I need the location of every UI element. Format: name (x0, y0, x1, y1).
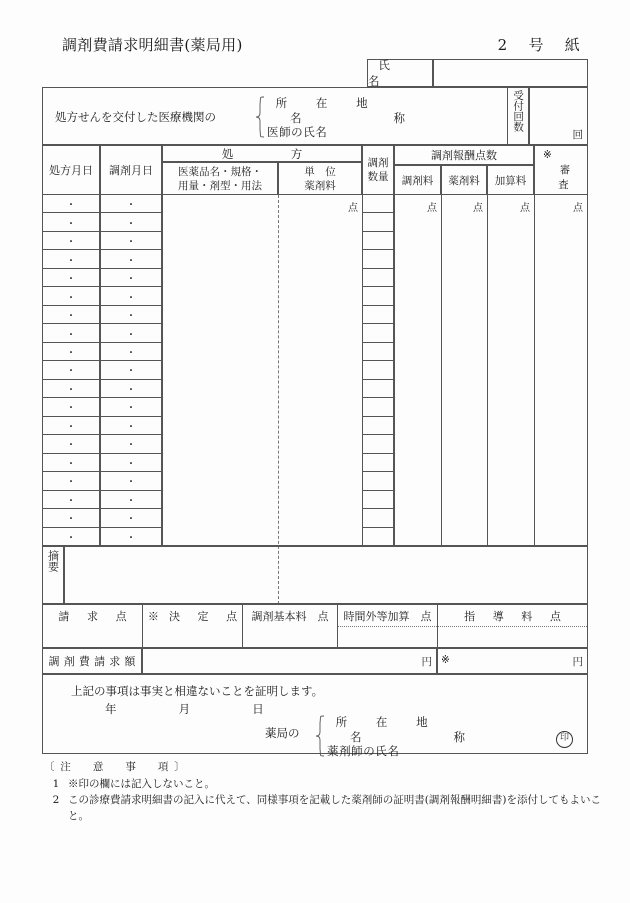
quantity-cell[interactable] (362, 380, 394, 398)
table-row[interactable]: ・ (100, 398, 162, 416)
column-header-prescription-date-text: 処方月日 (49, 164, 93, 177)
note-text: ※印の欄には記入しないこと。 (68, 777, 215, 790)
total-amount-label (42, 648, 142, 674)
quantity-cell[interactable] (362, 232, 394, 250)
table-row[interactable]: ・ (42, 454, 100, 472)
fee-cell-claim-points[interactable] (42, 604, 142, 648)
table-row[interactable]: ・ (100, 324, 162, 342)
review-kome-icon: ※ (543, 148, 552, 161)
after-hours-dotted-rule (338, 626, 437, 627)
table-row[interactable]: ・ (100, 232, 162, 250)
column-header-unit-drug-fee (278, 162, 362, 195)
certification-statement: 上記の事項は事実と相違ないことを証明します。 (71, 684, 324, 698)
quantity-cell[interactable] (362, 528, 394, 546)
table-row[interactable]: ・ (42, 250, 100, 268)
table-row[interactable]: ・ (42, 213, 100, 231)
table-row[interactable]: ・ (100, 269, 162, 287)
quantity-cell[interactable] (362, 306, 394, 324)
institution-address-label: 所 在 地 (275, 96, 377, 110)
table-row[interactable]: ・ (42, 398, 100, 416)
remarks-label (42, 546, 64, 604)
pharmacy-address-label: 所 在 地 (335, 715, 437, 729)
fee-cell-guidance-fee-label: 指 導 料 点 (464, 610, 565, 623)
table-row[interactable]: ・ (42, 380, 100, 398)
table-row[interactable]: ・ (100, 491, 162, 509)
table-row[interactable]: ・ (42, 472, 100, 490)
issuing-institution-prefix: 処方せんを交付した医療機関の (55, 110, 216, 124)
pharmacy-pharmacist-label: 薬剤師の氏名 (327, 744, 400, 758)
reception-count-label-text: 受付回数 (512, 90, 525, 132)
quantity-cell[interactable] (362, 324, 394, 342)
fee-cell-base-dispensing-label: 調剤基本料 点 (251, 610, 329, 623)
quantity-cell[interactable] (362, 287, 394, 305)
column-header-reward-points-text: 調剤報酬点数 (431, 149, 497, 162)
quantity-cell[interactable] (362, 472, 394, 490)
column-header-drug-fee-text: 薬剤料 (448, 174, 480, 187)
reception-count-label (507, 87, 529, 145)
seal-stamp-icon: 印 (556, 731, 573, 748)
certification-date-line[interactable] (105, 701, 289, 717)
note-item (44, 777, 604, 793)
reception-count-unit: 回 (572, 129, 583, 141)
column-header-dispensing-date-text: 調剤月日 (109, 164, 153, 177)
institution-doctor-label: 医師の氏名 (267, 125, 328, 139)
table-row[interactable]: ・ (42, 435, 100, 453)
table-row[interactable]: ・ (42, 509, 100, 527)
column-header-prescription-date (42, 145, 100, 195)
table-row[interactable]: ・ (42, 306, 100, 324)
column-header-unit-line2: 薬剤料 (304, 179, 336, 192)
column-header-drug-detail-line2: 用量・剤型・用法 (178, 179, 262, 192)
patient-name-label-text: 氏 名 (368, 58, 423, 88)
table-row[interactable]: ・ (100, 454, 162, 472)
notes-title: 〔注 意 事 項〕 (44, 761, 191, 773)
table-row[interactable]: ・ (42, 528, 100, 546)
patient-name-label (367, 59, 433, 87)
remarks-label-text: 摘要 (46, 550, 60, 572)
pharmacy-field-labels (327, 715, 488, 759)
column-header-prescription-group-text: 処 方 (221, 146, 303, 161)
table-row[interactable]: ・ (42, 343, 100, 361)
page-title: 調剤費請求明細書(薬局用) (62, 36, 243, 54)
quantity-cell[interactable] (362, 195, 394, 213)
notes-section (44, 760, 604, 824)
quantity-cell[interactable] (362, 491, 394, 509)
quantity-cell[interactable] (362, 213, 394, 231)
addition-fee-point-mark: 点 (520, 203, 530, 214)
fee-cell-after-hours-addition[interactable] (337, 604, 437, 648)
column-header-addition-fee (487, 165, 534, 195)
total-review-yen: 円 (572, 656, 583, 668)
total-review-kome-icon: ※ (441, 654, 450, 666)
review-point-mark: 点 (573, 203, 583, 214)
dispensing-fee-point-mark: 点 (427, 203, 437, 214)
column-header-review-text: 審 査 (558, 163, 588, 191)
certification-date-text: 年 月 日 (105, 702, 289, 716)
pharmacy-brace-icon (315, 715, 325, 757)
quantity-cell[interactable] (362, 398, 394, 416)
table-row[interactable]: ・ (100, 361, 162, 379)
fee-cell-after-hours-label: 時間外等加算 点 (343, 610, 432, 623)
total-amount-yen: 円 (421, 656, 432, 668)
total-amount-row (42, 648, 588, 674)
column-header-dispensing-date (100, 145, 162, 195)
column-header-drug-detail-line1: 医薬品名・規格・ (178, 165, 262, 178)
reception-count-input[interactable] (529, 87, 588, 145)
table-row[interactable]: ・ (100, 417, 162, 435)
total-amount-label-text: 調剤費請求額 (48, 655, 140, 668)
column-header-reward-points-group (394, 145, 534, 165)
column-header-drug-fee (441, 165, 487, 195)
column-header-quantity-line2: 数量 (367, 171, 389, 183)
table-row[interactable]: ・ (42, 195, 100, 213)
note-number: 1 (52, 777, 60, 790)
unit-point-mark: 点 (348, 203, 358, 214)
column-header-quantity (362, 145, 394, 195)
quantity-cell[interactable] (362, 435, 394, 453)
prescription-table-body (42, 195, 588, 546)
quantity-cell[interactable] (362, 509, 394, 527)
table-row[interactable]: ・ (100, 509, 162, 527)
prescription-dotted-divider (278, 195, 279, 604)
quantity-cell[interactable] (362, 250, 394, 268)
fee-cell-decided-points-label: ※ 決 定 点 (147, 610, 241, 623)
total-review-amount-input[interactable] (437, 648, 588, 674)
total-amount-input[interactable] (142, 648, 437, 674)
quantity-cell[interactable] (362, 343, 394, 361)
note-item (44, 793, 604, 824)
column-header-quantity-line1: 調剤 (367, 157, 389, 169)
table-row[interactable]: ・ (42, 287, 100, 305)
column-header-review (534, 145, 588, 195)
pharmacy-name-label: 名 称 (350, 729, 488, 744)
institution-name-label: 名 称 (290, 110, 428, 125)
table-row[interactable]: ・ (100, 213, 162, 231)
column-header-addition-fee-text: 加算料 (494, 174, 527, 187)
table-rows-host (42, 195, 588, 546)
table-row[interactable]: ・ (100, 380, 162, 398)
column-header-dispensing-fee (394, 165, 441, 195)
quantity-cell[interactable] (362, 269, 394, 287)
pharmacy-prefix: 薬局の (265, 726, 300, 740)
fee-summary-row (42, 604, 588, 648)
quantity-cell[interactable] (362, 417, 394, 435)
quantity-cell[interactable] (362, 361, 394, 379)
table-row[interactable]: ・ (100, 472, 162, 490)
table-row[interactable]: ・ (100, 435, 162, 453)
column-header-drug-detail (162, 162, 278, 195)
fee-cell-base-dispensing[interactable] (242, 604, 337, 648)
table-row[interactable]: ・ (42, 361, 100, 379)
institution-field-labels (267, 96, 428, 140)
institution-brace-icon (255, 96, 265, 138)
fee-cell-claim-points-label: 請 求 点 (58, 610, 130, 623)
patient-name-input[interactable] (433, 59, 588, 87)
note-text: この診療費請求明細書の記入に代えて、同様事項を記載した薬剤師の証明書(調剤報酬明細書)を添付してもよいこと。 (68, 794, 601, 822)
table-row[interactable]: ・ (100, 343, 162, 361)
table-row[interactable]: ・ (42, 324, 100, 342)
table-row[interactable]: ・ (42, 417, 100, 435)
table-row[interactable]: ・ (100, 528, 162, 546)
table-row[interactable]: ・ (42, 232, 100, 250)
remarks-input[interactable] (64, 546, 588, 604)
table-row[interactable]: ・ (100, 287, 162, 305)
note-number: 2 (52, 794, 60, 806)
certification-block (42, 674, 588, 758)
fee-cell-guidance-fee[interactable] (437, 604, 588, 648)
quantity-cell[interactable] (362, 454, 394, 472)
drug-fee-point-mark: 点 (473, 203, 483, 214)
table-row[interactable]: ・ (100, 195, 162, 213)
guidance-fee-dotted-rule (438, 626, 587, 627)
table-row[interactable]: ・ (100, 306, 162, 324)
column-header-prescription-group (162, 145, 362, 162)
column-header-dispensing-fee-text: 調剤料 (401, 174, 434, 187)
fee-cell-decided-points[interactable] (142, 604, 242, 648)
table-row[interactable]: ・ (42, 491, 100, 509)
table-row[interactable]: ・ (42, 269, 100, 287)
column-header-unit-line1: 単 位 (304, 165, 336, 178)
paper-number-label: 2 号 紙 (497, 36, 588, 54)
table-row[interactable]: ・ (100, 250, 162, 268)
